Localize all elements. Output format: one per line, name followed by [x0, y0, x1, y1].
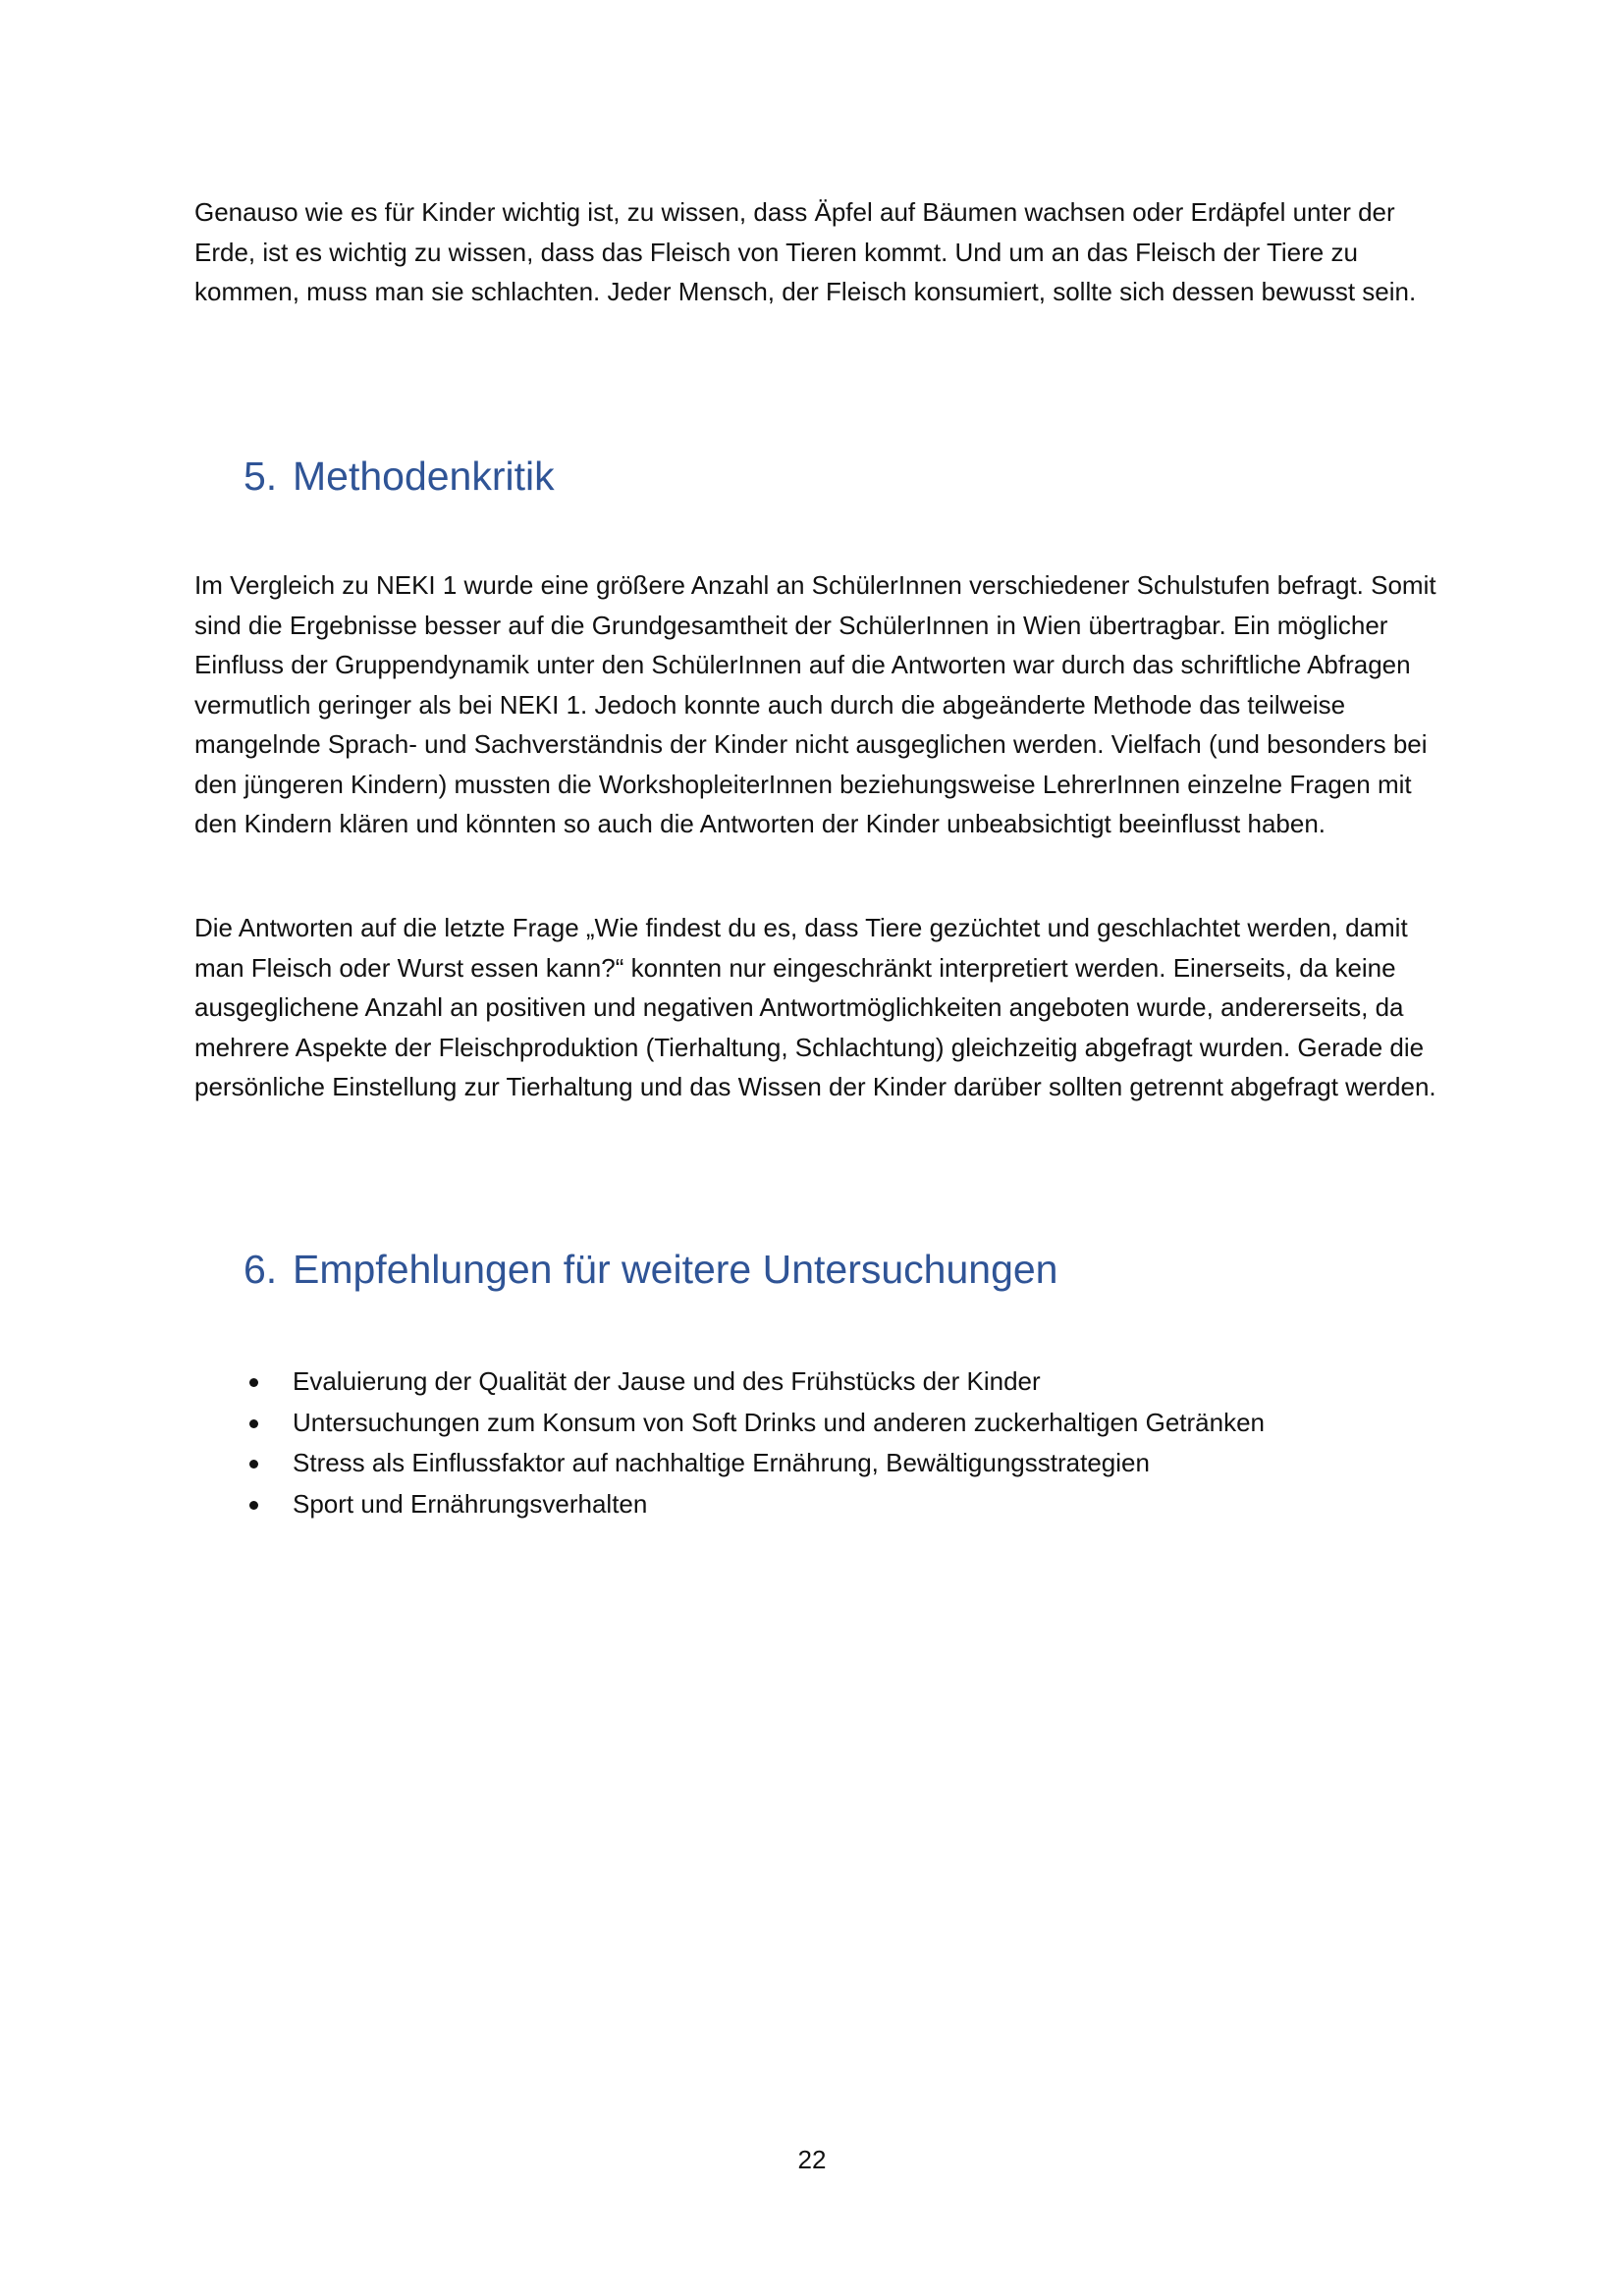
- bullet-icon: [249, 1460, 258, 1468]
- list-item: [194, 1484, 1441, 1525]
- section-5-title: Methodenkritik: [293, 454, 555, 499]
- intro-paragraph: Genauso wie es für Kinder wichtig ist, zu wissen, dass Äpfel auf Bäumen wachsen oder Erdäpfel unter der Erde, ist es wichtig zu wissen, dass das Fleisch von Tieren kommt. Und um an das Fleisch der Tiere zu kommen, muss man sie schlachten. Jeder Mensch, der Fleisch konsumiert, sollte sich dessen bewusst sein.: [194, 197, 1417, 306]
- list-item: [194, 1362, 1441, 1403]
- page-number: 22: [797, 2145, 827, 2174]
- section-6-number: 6.: [244, 1247, 278, 1292]
- section-6-heading: [244, 1245, 1057, 1294]
- section-5-number: 5.: [244, 454, 278, 499]
- list-item: [194, 1443, 1441, 1484]
- section-5-heading: [244, 452, 555, 501]
- bullet-icon: [249, 1501, 258, 1510]
- section-5-paragraph-1: Im Vergleich zu NEKI 1 wurde eine größere Anzahl an SchülerInnen verschiedener Schulstufen befragt. Somit sind die Ergebnisse besser auf die Grundgesamtheit der SchülerInnen in Wien übertragbar. Ein möglicher Einfluss der Gruppendynamik unter den SchülerInnen auf die Antworten war durch das schriftliche Abfragen vermutlich geringer als bei NEKI 1. Jedoch konnte auch durch die abgeänderte Methode das teilweise mangelnde Sprach- und Sachverständnis der Kinder nicht ausgeglichen werden. Vielfach (und besonders bei den jüngeren Kindern) mussten die WorkshopleiterInnen beziehungsweise LehrerInnen einzelne Fragen mit den Kindern klären und könnten so auch die Antworten der Kinder unbeabsichtigt beeinflusst haben.: [194, 570, 1436, 838]
- list-item: [194, 1403, 1441, 1444]
- list-item-text: Untersuchungen zum Konsum von Soft Drinks und anderen zuckerhaltigen Getränken: [293, 1407, 1266, 1437]
- section-5-paragraph-2: Die Antworten auf die letzte Frage „Wie findest du es, dass Tiere gezüchtet und geschlachtet werden, damit man Fleisch oder Wurst essen kann?“ konnten nur eingeschränkt interpretiert werden. Einerseits, da keine ausgeglichene Anzahl an positiven und negativen Antwortmöglichkeiten angeboten wurde, andererseits, da mehrere Aspekte der Fleischproduktion (Tierhaltung, Schlachtung) gleichzeitig abgefragt wurden. Gerade die persönliche Einstellung zur Tierhaltung und das Wissen der Kinder darüber sollten getrennt abgefragt werden.: [194, 913, 1436, 1101]
- bullet-icon: [249, 1419, 258, 1428]
- bullet-icon: [249, 1378, 258, 1387]
- recommendations-list: [194, 1362, 1441, 1524]
- list-item-text: Sport und Ernährungsverhalten: [293, 1488, 648, 1519]
- list-item-text: Evaluierung der Qualität der Jause und des Frühstücks der Kinder: [293, 1366, 1041, 1396]
- list-item-text: Stress als Einflussfaktor auf nachhaltige Ernährung, Bewältigungsstrategien: [293, 1448, 1150, 1477]
- section-6-title: Empfehlungen für weitere Untersuchungen: [293, 1247, 1058, 1292]
